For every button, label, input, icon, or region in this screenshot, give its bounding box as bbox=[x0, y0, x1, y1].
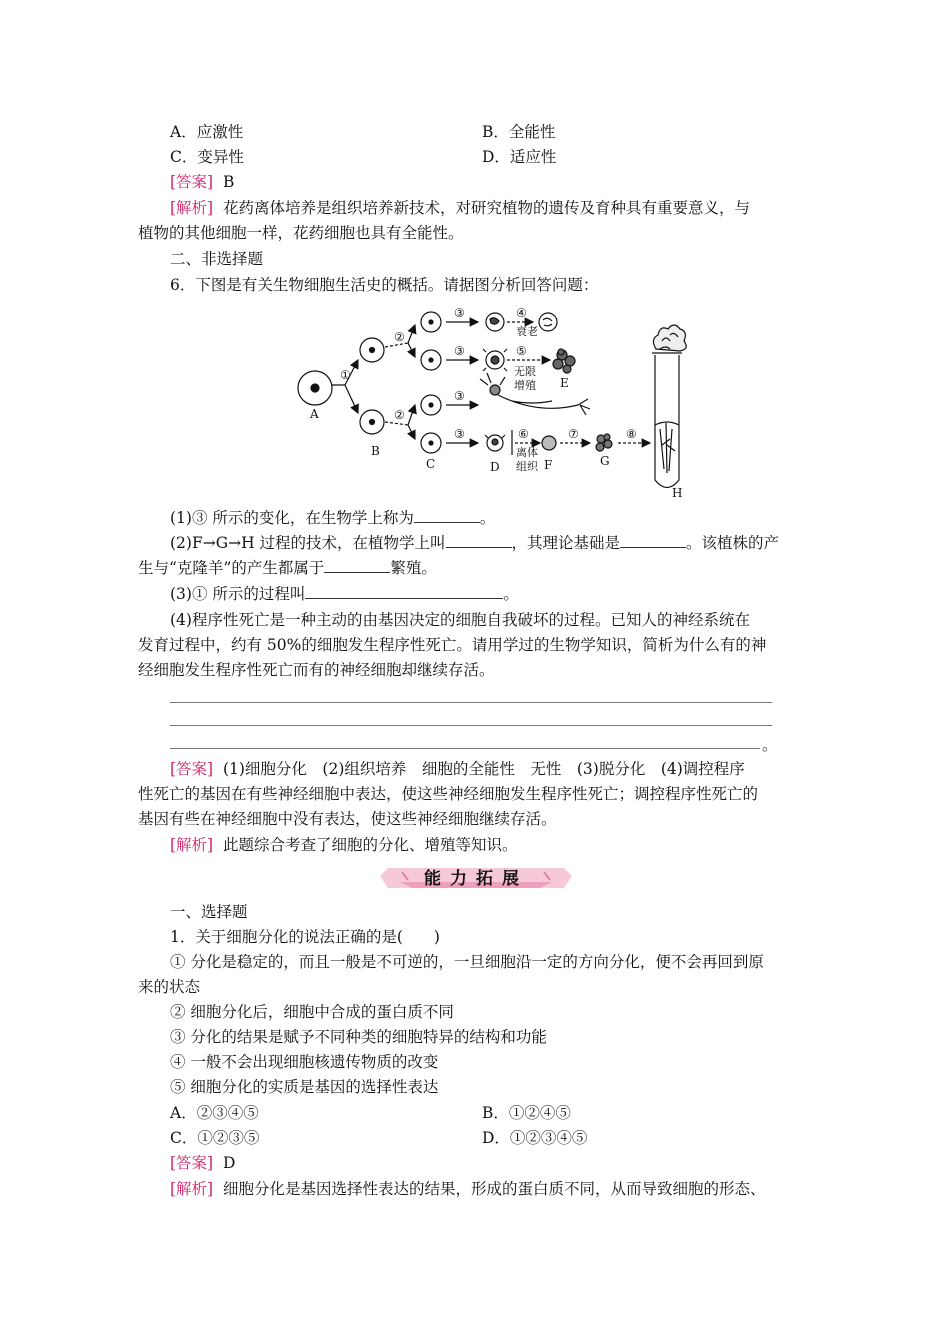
label-e: E bbox=[560, 376, 569, 390]
subq-3 bbox=[170, 583, 519, 605]
step-2-bottom: ② bbox=[394, 408, 405, 422]
step-4: ④ bbox=[516, 306, 527, 320]
subq-4-line1: (4)程序性死亡是一种主动的由基因决定的细胞自我破坏的过程。已知人的神经系统在 bbox=[170, 611, 750, 629]
end-mark: 。 bbox=[762, 736, 778, 754]
answer-tag: [答案] bbox=[170, 173, 214, 191]
banner-title: 能力拓展 bbox=[424, 869, 528, 889]
subq-3-text: (3)① 所示的过程叫 bbox=[170, 585, 306, 603]
subq-2-cont bbox=[138, 557, 437, 579]
section-title: 一、选择题 bbox=[170, 903, 248, 921]
step-7: ⑦ bbox=[568, 427, 579, 441]
subq-2-text: (2)F→G→H 过程的技术，在植物学上叫 bbox=[170, 534, 446, 552]
label-unlimited: 无限 bbox=[514, 365, 536, 378]
subq-1 bbox=[170, 507, 495, 529]
analysis-tag: [解析] bbox=[170, 1180, 214, 1198]
option-a: A．②③④⑤ bbox=[170, 1104, 259, 1122]
answer-line-3[interactable] bbox=[170, 748, 760, 749]
option-c: C．①②③⑤ bbox=[170, 1129, 260, 1147]
label-tissue: 组织 bbox=[516, 460, 538, 473]
answer-line-1[interactable] bbox=[170, 702, 772, 703]
step-3-b: ③ bbox=[454, 344, 465, 358]
label-proliferation: 增殖 bbox=[514, 379, 536, 392]
step-6: ⑥ bbox=[518, 427, 529, 441]
subq-2-text-d: 生与“克隆羊”的产生都属于 bbox=[138, 559, 325, 577]
analysis-line bbox=[170, 1178, 765, 1200]
answer-line-2[interactable] bbox=[170, 725, 772, 726]
label-d: D bbox=[490, 460, 500, 474]
label-g: G bbox=[600, 454, 610, 468]
section-title: 二、非选择题 bbox=[170, 250, 264, 268]
option-b: B．全能性 bbox=[482, 123, 556, 141]
step-5: ⑤ bbox=[516, 344, 527, 358]
label-h: H bbox=[672, 486, 683, 500]
label-b: B bbox=[371, 444, 380, 458]
label-aging: 衰老 bbox=[516, 325, 538, 338]
answer-tag: [答案] bbox=[170, 760, 214, 778]
answer-value: B bbox=[222, 173, 235, 191]
answer-blank[interactable] bbox=[324, 558, 390, 573]
answer-blank[interactable] bbox=[305, 584, 503, 599]
subq-2-text-b: ，其理论基础是 bbox=[511, 534, 621, 552]
option-b: B．①②④⑤ bbox=[482, 1104, 571, 1122]
analysis-line bbox=[170, 197, 750, 219]
answer-blank[interactable] bbox=[414, 508, 480, 523]
answer-line bbox=[170, 1152, 235, 1174]
statement-3: ③ 分化的结果是赋予不同种类的细胞特异的结构和功能 bbox=[170, 1028, 547, 1046]
label-a: A bbox=[310, 407, 319, 421]
statement-4: ④ 一般不会出现细胞核遗传物质的改变 bbox=[170, 1053, 439, 1071]
subq-1-text: (1)③ 所示的变化，在生物学上称为 bbox=[170, 509, 414, 527]
step-3-d: ③ bbox=[454, 427, 465, 441]
label-isolated: 离体 bbox=[516, 446, 538, 459]
subq-4-line3: 经细胞发生程序性死亡而有的神经细胞却继续存活。 bbox=[138, 661, 495, 679]
option-c: C．变异性 bbox=[170, 148, 244, 166]
subq-3-end: 。 bbox=[503, 585, 519, 603]
analysis-tag: [解析] bbox=[170, 199, 214, 217]
question-stem: 6．下图是有关生物细胞生活史的概括。请据图分析回答问题： bbox=[170, 276, 599, 294]
answer-line bbox=[170, 758, 745, 780]
label-f: F bbox=[544, 458, 553, 472]
subq-2-text-c: 。该植株的产 bbox=[686, 534, 780, 552]
analysis-text: 花药离体培养是组织培养新技术，对研究植物的遗传及育种具有重要意义，与 bbox=[222, 199, 750, 217]
answer-line bbox=[170, 171, 234, 193]
step-3-c: ③ bbox=[454, 389, 465, 403]
answer-tag: [答案] bbox=[170, 1154, 214, 1172]
analysis-text: 细胞分化是基因选择性表达的结果，形成的蛋白质不同，从而导致细胞的形态、 bbox=[222, 1180, 766, 1198]
statement-2: ② 细胞分化后，细胞中合成的蛋白质不同 bbox=[170, 1003, 454, 1021]
answer-value: D bbox=[222, 1154, 236, 1172]
cell-life-history-diagram bbox=[290, 305, 710, 505]
analysis-line bbox=[170, 834, 517, 856]
subq-1-end: 。 bbox=[479, 509, 496, 527]
answer-blank[interactable] bbox=[446, 533, 512, 548]
step-1: ① bbox=[340, 368, 351, 382]
subq-2 bbox=[170, 532, 779, 554]
statement-5: ⑤ 细胞分化的实质是基因的选择性表达 bbox=[170, 1078, 439, 1096]
answer-text: (1)细胞分化 (2)组织培养 细胞的全能性 无性 (3)脱分化 (4)调控程序 bbox=[222, 760, 745, 778]
answer-text-cont: 基因有些在神经细胞中没有表达，使这些神经细胞继续存活。 bbox=[138, 810, 557, 828]
subq-2-text-e: 繁殖。 bbox=[390, 559, 437, 577]
analysis-tag: [解析] bbox=[170, 836, 214, 854]
step-2-top: ② bbox=[394, 330, 405, 344]
analysis-text-cont: 植物的其他细胞一样，花药细胞也具有全能性。 bbox=[138, 224, 464, 242]
step-8: ⑧ bbox=[626, 427, 637, 441]
label-c: C bbox=[426, 457, 436, 471]
answer-text-cont: 性死亡的基因在有些神经细胞中表达，使这些神经细胞发生程序性死亡；调控程序性死亡的 bbox=[138, 785, 759, 803]
statement-1-cont: 来的状态 bbox=[138, 978, 201, 996]
analysis-text: 此题综合考查了细胞的分化、增殖等知识。 bbox=[222, 836, 518, 854]
subq-4-line2: 发育过程中，约有 50%的细胞发生程序性死亡。请用学过的生物学知识，简析为什么有的神 bbox=[138, 636, 767, 654]
option-d: D．①②③④⑤ bbox=[482, 1129, 588, 1147]
step-3-a: ③ bbox=[454, 306, 465, 320]
option-a: A．应激性 bbox=[170, 123, 244, 141]
answer-blank[interactable] bbox=[620, 533, 686, 548]
statement-1: ① 分化是稳定的，而且一般是不可逆的，一旦细胞沿一定的方向分化，便不会再回到原 bbox=[170, 953, 764, 971]
option-d: D．适应性 bbox=[482, 148, 557, 166]
section-banner bbox=[380, 862, 572, 892]
question-stem: 1．关于细胞分化的说法正确的是( ) bbox=[170, 928, 440, 946]
